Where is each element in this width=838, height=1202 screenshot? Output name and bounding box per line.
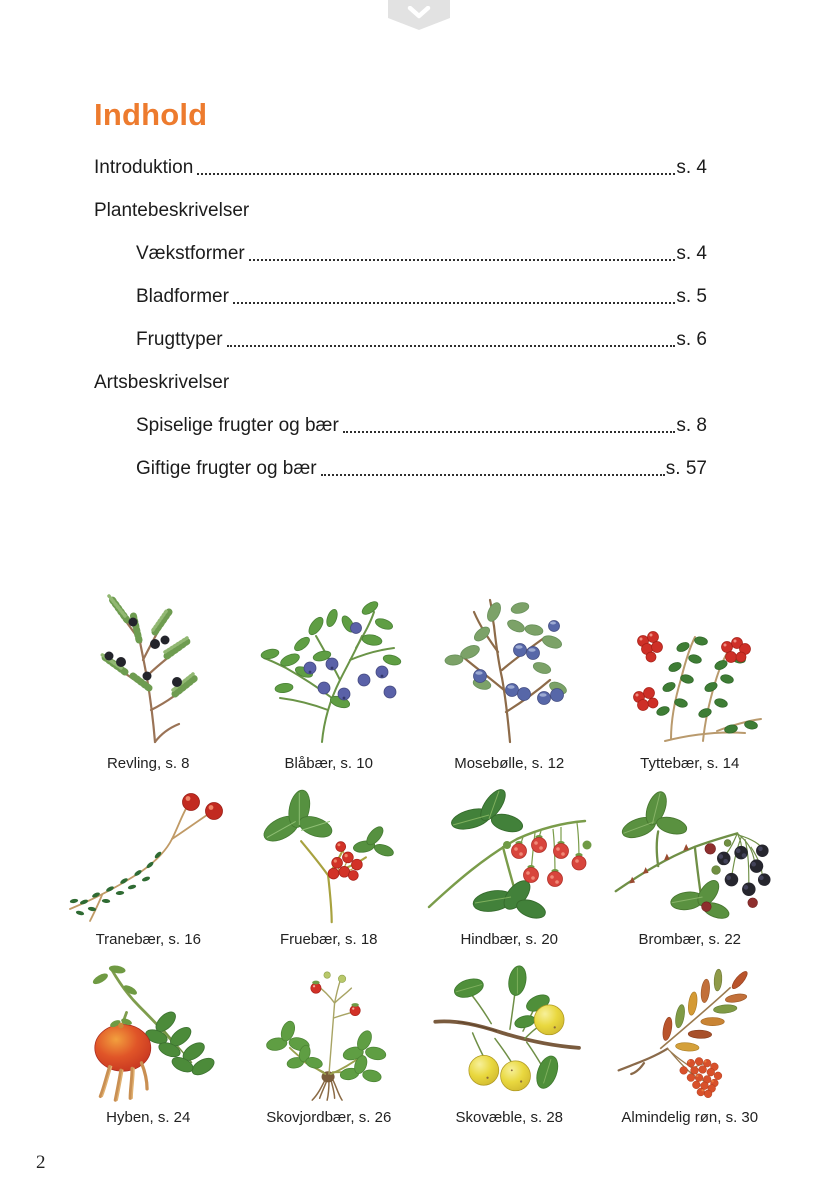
plant-caption: Brombær, s. 22 <box>638 931 742 948</box>
fruebaer-illustration <box>244 789 414 924</box>
plant-caption: Blåbær, s. 10 <box>284 755 373 772</box>
plant-caption: Tranebær, s. 16 <box>95 931 201 948</box>
page-title: Indhold <box>94 97 208 132</box>
plant-caption: Fruebær, s. 18 <box>279 931 378 948</box>
toc-leader-dots <box>197 173 675 175</box>
toc-entry-vaekstformer <box>94 243 707 264</box>
plant-item-revling <box>58 556 239 774</box>
hindbaer-illustration <box>419 789 599 924</box>
plant-item-brombaer <box>600 774 781 950</box>
plant-caption: Mosebølle, s. 12 <box>454 755 565 772</box>
plant-caption: Skovæble, s. 28 <box>455 1109 564 1126</box>
toc-entry-frugttyper <box>94 329 707 350</box>
skovaeble-illustration <box>424 962 594 1102</box>
toc-label: Frugttyper <box>136 329 223 351</box>
toc-label: Vækstformer <box>136 243 245 265</box>
toc-label: Artsbeskrivelser <box>94 372 230 394</box>
plant-item-roen <box>600 950 781 1128</box>
toc-label: Spiselige frugter og bær <box>136 415 339 437</box>
toc-page-ref: s. 4 <box>676 157 707 179</box>
toc-section-artsbeskrivelser <box>94 372 707 393</box>
plant-item-fruebaer <box>239 774 420 950</box>
toc-page-ref: s. 57 <box>665 458 707 480</box>
plant-item-moseboelle <box>419 556 600 774</box>
plant-caption: Almindelig røn, s. 30 <box>621 1109 759 1126</box>
plant-caption: Tyttebær, s. 14 <box>640 755 740 772</box>
toc-label: Bladformer <box>136 286 229 308</box>
toc-entry-spiselige <box>94 415 707 436</box>
plant-item-tyttebaer <box>600 556 781 774</box>
table-of-contents <box>94 157 707 501</box>
revling-illustration <box>63 568 233 748</box>
plant-caption: Hindbær, s. 20 <box>460 931 559 948</box>
toc-leader-dots <box>233 302 675 304</box>
toc-page-ref: s. 6 <box>676 329 707 351</box>
plant-thumbnail-grid <box>58 556 780 1128</box>
toc-leader-dots <box>343 431 676 433</box>
toc-entry-bladformer <box>94 286 707 307</box>
plant-caption: Revling, s. 8 <box>106 755 190 772</box>
tranebaer-illustration <box>58 789 238 924</box>
plant-caption: Hyben, s. 24 <box>106 1109 191 1126</box>
toc-leader-dots <box>249 259 676 261</box>
plant-item-hyben <box>58 950 239 1128</box>
tyttebaer-illustration <box>605 583 775 748</box>
plant-item-blaabaer <box>239 556 420 774</box>
toc-page-ref: s. 5 <box>676 286 707 308</box>
plant-item-skovjordbaer <box>239 950 420 1128</box>
plant-item-tranebaer <box>58 774 239 950</box>
toc-leader-dots <box>227 345 676 347</box>
toc-leader-dots <box>321 474 665 476</box>
toc-page-ref: s. 4 <box>676 243 707 265</box>
plant-caption: Skovjordbær, s. 26 <box>266 1109 392 1126</box>
toc-label: Giftige frugter og bær <box>136 458 317 480</box>
blaabaer-illustration <box>244 568 414 748</box>
plant-item-skovaeble <box>419 950 600 1128</box>
plant-item-hindbaer <box>419 774 600 950</box>
moseboelle-illustration <box>424 568 594 748</box>
hyben-illustration <box>63 962 233 1102</box>
toc-page-ref: s. 8 <box>676 415 707 437</box>
scroll-down-banner[interactable] <box>388 0 450 30</box>
toc-label: Plantebeskrivelser <box>94 200 250 222</box>
toc-section-plantebeskrivelser <box>94 200 707 221</box>
toc-entry-giftige <box>94 458 707 479</box>
roen-illustration <box>605 962 775 1102</box>
page-number: 2 <box>36 1152 46 1173</box>
skovjordbaer-illustration <box>249 962 409 1102</box>
chevron-down-icon <box>407 6 431 20</box>
toc-label: Introduktion <box>94 157 194 179</box>
brombaer-illustration <box>605 789 775 924</box>
toc-entry-introduktion <box>94 157 707 178</box>
